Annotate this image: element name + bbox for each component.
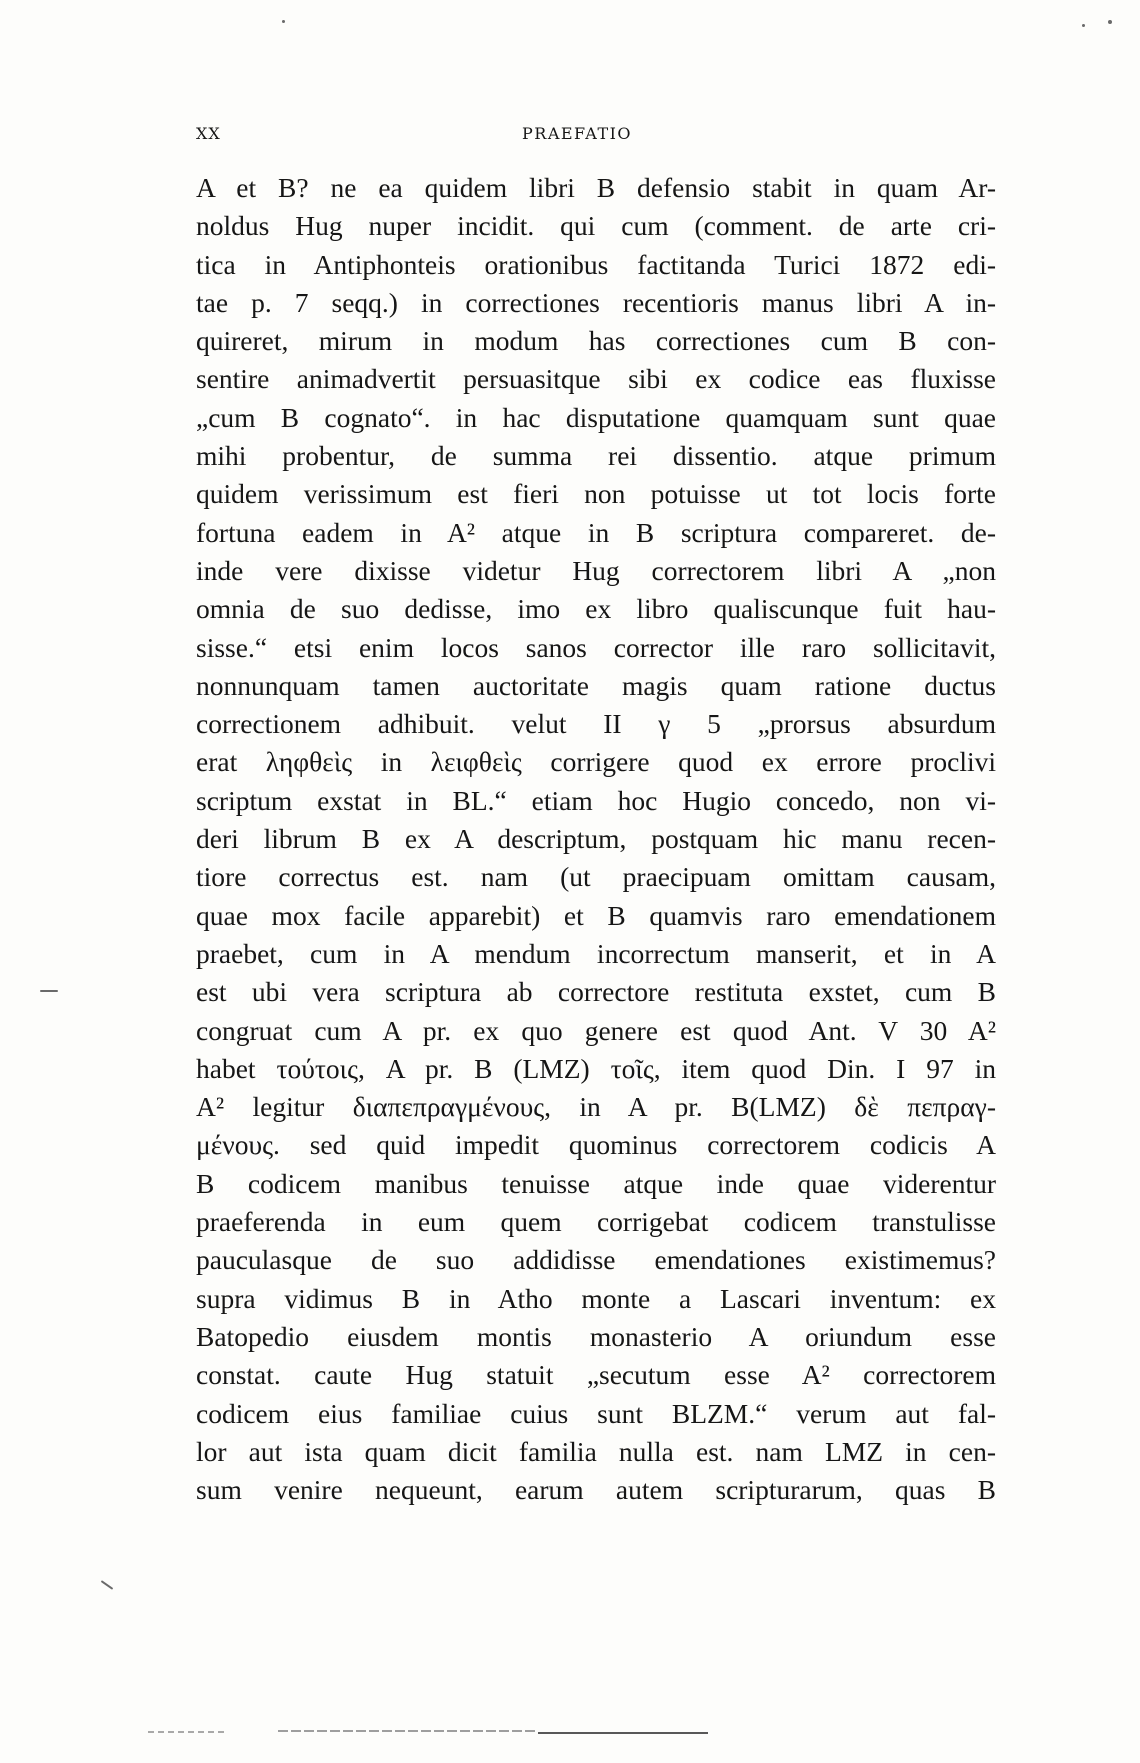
text-line: codicem eius familiae cuius sunt BLZM.“ verum aut fal- [196,1397,996,1429]
text-line: quae mox facile apparebit) et B quamvis raro emendationem [196,899,996,931]
text-line: quidem verissimum est fieri non potuisse ut tot locis forte [196,478,996,510]
text-line: A et B? ne ea quidem libri B defensio stabit in quam Ar- [196,172,996,203]
text-line: A² legitur διαπεπραγμένους, in A pr. B(LMZ) δὲ πεπραγ- [196,1091,996,1123]
scan-speck [1108,20,1112,24]
text-line: quireret, mirum in modum has correctiones cum B con- [196,325,996,357]
text-line: deri librum B ex A descriptum, postquam hic manu recen- [196,823,996,855]
text-line: sentire animadvertit persuasitque sibi ex codice eas fluxisse [196,363,996,395]
text-line: congruat cum A pr. ex quo genere est quod Ant. V 30 A² [196,1014,996,1046]
text-line: inde vere dixisse videtur Hug correctorem libri A „non [196,554,996,586]
text-line: supra vidimus B in Atho monte a Lascari inventum: ex [196,1282,996,1314]
scan-speck [282,20,285,23]
bottom-scan-rule [148,1727,708,1735]
text-line: lor aut ista quam dicit familia nulla est. nam LMZ in cen- [196,1435,996,1467]
scan-speck [1082,24,1085,27]
text-line: est ubi vera scriptura ab correctore restituta exstet, cum B [196,976,996,1008]
text-line: sum venire nequeunt, earum autem scripturarum, quas B [196,1474,996,1506]
text-line: noldus Hug nuper incidit. qui cum (comment. de arte cri- [196,210,996,242]
text-line: pauculasque de suo addidisse emendationes existimemus? [196,1244,996,1276]
page-number: XX [196,124,221,143]
text-line: nonnunquam tamen auctoritate magis quam ratione ductus [196,669,996,701]
text-line: omnia de suo dedisse, imo ex libro qualiscunque fuit hau- [196,593,996,625]
page-header [196,124,996,154]
text-line: tica in Antiphonteis orationibus factitanda Turici 1872 edi- [196,248,996,280]
running-title: PRAEFATIO [522,124,633,143]
text-line: praeferenda in eum quem corrigebat codicem transtulisse [196,1206,996,1238]
text-line: praebet, cum in A mendum incorrectum manserit, et in A [196,937,996,969]
scan-speck [101,1580,114,1590]
text-line: constat. caute Hug statuit „secutum esse A² correctorem [196,1359,996,1391]
text-line: fortuna eadem in A² atque in B scriptura compareret. de- [196,516,996,548]
text-line: μένους. sed quid impedit quominus correctorem codicis A [196,1129,996,1161]
scan-speck [40,990,58,992]
text-line: „cum B cognato“. in hac disputatione quamquam sunt quae [196,401,996,433]
text-line: scriptum exstat in BL.“ etiam hoc Hugio concedo, non vi- [196,784,996,816]
text-line: mihi probentur, de summa rei dissentio. atque primum [196,440,996,472]
body-text [196,169,996,1509]
text-line: tiore correctus est. nam (ut praecipuam omittam causam, [196,861,996,893]
text-line: Batopedio eiusdem montis monasterio A oriundum esse [196,1320,996,1352]
text-line: tae p. 7 seqq.) in correctiones recentioris manus libri A in- [196,286,996,318]
text-line: correctionem adhibuit. velut II γ 5 „prorsus absurdum [196,708,996,740]
text-line: erat ληφθεὶς in λειφθεὶς corrigere quod ex errore proclivi [196,746,996,778]
text-line: B codicem manibus tenuisse atque inde quae viderentur [196,1167,996,1199]
text-line: sisse.“ etsi enim locos sanos corrector ille raro sollicitavit, [196,631,996,663]
text-line: habet τούτοις, A pr. B (LMZ) τοῖς, item quod Din. I 97 in [196,1052,996,1084]
